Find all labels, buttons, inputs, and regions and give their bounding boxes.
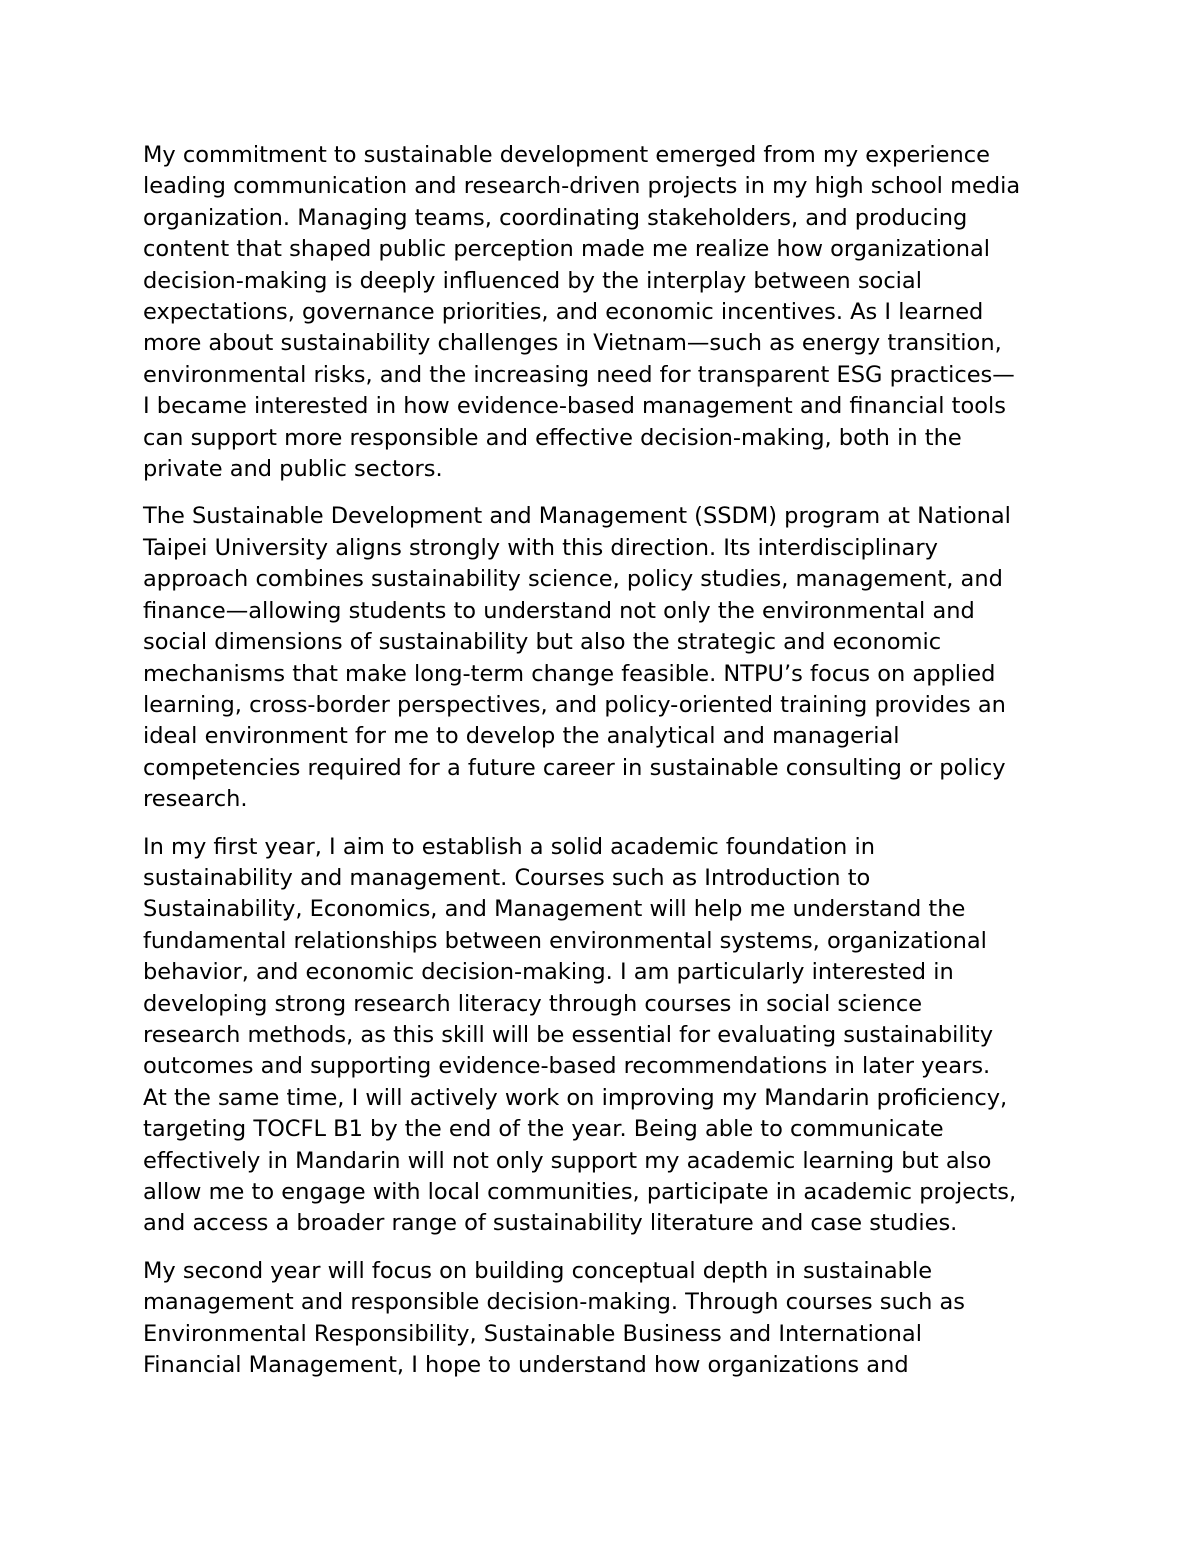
text-line: content that shaped public perception made me realize how organizational bbox=[143, 236, 991, 263]
document-body bbox=[143, 140, 1103, 1397]
text-line: approach combines sustainability science, policy studies, management, and bbox=[143, 566, 1003, 593]
text-line: learning, cross-border perspectives, and policy-oriented training provides an bbox=[143, 691, 1006, 718]
paragraph-2 bbox=[143, 501, 1103, 815]
text-line: finance—allowing students to understand not only the environmental and bbox=[143, 597, 975, 624]
text-line: organization. Managing teams, coordinating stakeholders, and producing bbox=[143, 204, 968, 231]
text-line: Environmental Responsibility, Sustainable Business and International bbox=[143, 1320, 922, 1347]
text-line: Financial Management, I hope to understand how organizations and bbox=[143, 1352, 909, 1379]
text-line: My commitment to sustainable development emerged from my experience bbox=[143, 142, 991, 168]
text-line: ideal environment for me to develop the analytical and managerial bbox=[143, 723, 900, 750]
text-line: competencies required for a future career in sustainable consulting or policy bbox=[143, 754, 1006, 781]
text-line: research. bbox=[143, 786, 248, 813]
text-line: sustainability and management. Courses such as Introduction to bbox=[143, 864, 871, 891]
paragraph-4 bbox=[143, 1256, 1103, 1382]
text-line: effectively in Mandarin will not only support my academic learning but also bbox=[143, 1147, 992, 1174]
text-line: management and responsible decision-making. Through courses such as bbox=[143, 1289, 966, 1316]
text-line: research methods, as this skill will be essential for evaluating sustainability bbox=[143, 1021, 994, 1048]
text-line: can support more responsible and effective decision-making, both in the bbox=[143, 424, 962, 451]
text-line: I became interested in how evidence-based management and financial tools bbox=[143, 393, 1006, 420]
text-line: leading communication and research-driven projects in my high school media bbox=[143, 173, 1021, 200]
text-line: expectations, governance priorities, and economic incentives. As I learned bbox=[143, 299, 984, 326]
text-line: more about sustainability challenges in Vietnam—such as energy transition, bbox=[143, 330, 1002, 357]
text-line: and access a broader range of sustainability literature and case studies. bbox=[143, 1210, 958, 1237]
text-line: environmental risks, and the increasing need for transparent ESG practices— bbox=[143, 361, 1015, 388]
paragraph-1 bbox=[143, 140, 1103, 485]
text-line: social dimensions of sustainability but also the strategic and economic bbox=[143, 629, 942, 656]
text-line: Sustainability, Economics, and Management will help me understand the bbox=[143, 896, 966, 923]
text-line: private and public sectors. bbox=[143, 456, 443, 483]
text-line: outcomes and supporting evidence-based recommendations in later years. bbox=[143, 1053, 991, 1080]
text-line: My second year will focus on building conceptual depth in sustainable bbox=[143, 1257, 933, 1284]
text-line: At the same time, I will actively work on improving my Mandarin proficiency, bbox=[143, 1084, 1008, 1111]
text-line: developing strong research literacy through courses in social science bbox=[143, 990, 923, 1017]
text-line: In my first year, I aim to establish a solid academic foundation in bbox=[143, 833, 875, 860]
text-line: targeting TOCFL B1 by the end of the year. Being able to communicate bbox=[143, 1116, 944, 1143]
text-line: The Sustainable Development and Management (SSDM) program at National bbox=[143, 503, 1011, 530]
text-line: behavior, and economic decision-making. I am particularly interested in bbox=[143, 959, 954, 986]
text-line: decision-making is deeply influenced by the interplay between social bbox=[143, 267, 922, 294]
text-line: allow me to engage with local communities, participate in academic projects, bbox=[143, 1179, 1017, 1205]
paragraph-3 bbox=[143, 832, 1103, 1240]
text-line: Taipei University aligns strongly with this direction. Its interdisciplinary bbox=[143, 534, 938, 561]
text-line: fundamental relationships between environmental systems, organizational bbox=[143, 927, 987, 954]
text-line: mechanisms that make long-term change feasible. NTPU’s focus on applied bbox=[143, 660, 996, 687]
